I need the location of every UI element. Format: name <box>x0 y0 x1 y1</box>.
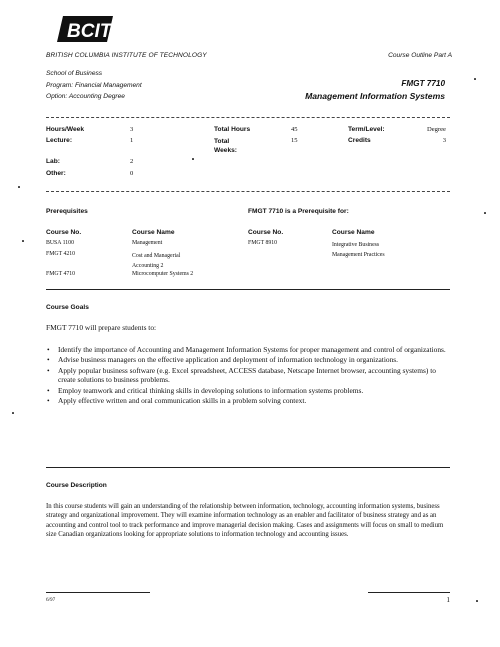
other-value: 0 <box>130 170 134 177</box>
option-name: Option: Accounting Degree <box>46 93 125 100</box>
prereq-row-3-no: FMGT 4710 <box>46 271 76 277</box>
total-weeks-value: 15 <box>291 137 298 144</box>
hours-week-label: Hours/Week <box>46 126 84 133</box>
bcit-logo <box>55 14 115 44</box>
scan-speck <box>12 412 14 414</box>
goal-item: • Apply effective written and oral communication skills in a problem solving context. <box>46 396 448 405</box>
prereq-row-3-name: Microcomputer Systems 2 <box>132 271 194 277</box>
svg-text:BCIT: BCIT <box>67 21 112 42</box>
header-divider <box>46 117 450 118</box>
goals-intro: FMGT 7710 will prepare students to: <box>46 323 157 332</box>
right-col-course-no: Course No. <box>248 229 284 236</box>
prereq-divider <box>46 289 450 290</box>
lab-value: 2 <box>130 158 134 165</box>
footer-date: 6/97 <box>46 597 56 603</box>
course-title: Management Information Systems <box>305 91 445 101</box>
scan-speck <box>476 600 478 602</box>
goal-item: • Advise business managers on the effective application and deployment of information technology in organizations. <box>46 355 448 364</box>
postreq-row-1-no: FMGT 8910 <box>248 240 278 246</box>
prerequisites-heading: Prerequisites <box>46 208 88 215</box>
scan-speck <box>474 78 476 80</box>
goals-divider <box>46 467 450 468</box>
program-name: Program: Financial Management <box>46 82 142 89</box>
credits-label: Credits <box>348 137 371 144</box>
bcit-logo-icon <box>55 14 115 44</box>
goal-item: • Employ teamwork and critical thinking skills in developing solutions to information systems problems. <box>46 386 448 395</box>
goal-item: • Apply popular business software (e.g. Excel spreadsheet, ACCESS database, Netscape Internet browser, accounting systems) to create solutions to business problems. <box>46 366 448 385</box>
lecture-label: Lecture: <box>46 137 73 144</box>
hours-week-value: 3 <box>130 126 134 133</box>
right-col-course-name: Course Name <box>332 229 375 236</box>
description-heading: Course Description <box>46 482 107 489</box>
goal-item: • Identify the importance of Accounting and Management Information Systems for proper management and control of organizations. <box>46 345 448 354</box>
total-weeks-label: Total Weeks: <box>214 138 237 154</box>
course-code: FMGT 7710 <box>401 79 445 88</box>
scan-speck <box>192 158 194 160</box>
outline-part: Course Outline Part A <box>388 52 452 59</box>
institute-name: BRITISH COLUMBIA INSTITUTE OF TECHNOLOGY <box>46 52 207 59</box>
postreq-row-1-name: Integrative Business Management Practices <box>332 242 385 258</box>
prereq-row-2-no: FMGT 4210 <box>46 251 76 257</box>
credits-value: 3 <box>442 137 446 144</box>
goals-heading: Course Goals <box>46 304 89 311</box>
total-hours-label: Total Hours <box>214 126 251 133</box>
prereq-row-2-name: Cost and Managerial Accounting 2 <box>132 253 181 269</box>
total-hours-value: 45 <box>291 126 298 133</box>
prereq-row-1-name: Management <box>132 240 163 246</box>
scan-speck <box>18 186 20 188</box>
prerequisite-for-heading: FMGT 7710 is a Prerequisite for: <box>248 208 349 215</box>
goals-list <box>46 345 448 406</box>
lecture-value: 1 <box>130 137 134 144</box>
page-number: 1 <box>446 596 450 604</box>
scan-speck <box>22 240 24 242</box>
prereq-row-1-no: BUSA 1100 <box>46 240 74 246</box>
other-label: Other: <box>46 170 66 177</box>
term-value: Degree <box>426 126 446 133</box>
footer-rule-right <box>368 592 450 593</box>
left-col-course-no: Course No. <box>46 229 82 236</box>
lab-label: Lab: <box>46 158 60 165</box>
hours-divider <box>46 191 450 192</box>
footer-rule-left <box>46 592 150 593</box>
term-label: Term/Level: <box>348 126 385 133</box>
description-text: In this course students will gain an understanding of the relationship between information, technology, accounting information systems, business strategy and organizational improvement. They will examine information technology as an enabler and facilitator of business strategy and as an accounting and control tool to track performance and improve managerial decision making. Cases and assignments will focus on small to medium size Canadian organizations looking for appropriate solutions to information technology and accounting issues. <box>46 503 444 539</box>
scan-speck <box>484 212 486 214</box>
school-name: School of Business <box>46 70 103 77</box>
left-col-course-name: Course Name <box>132 229 175 236</box>
